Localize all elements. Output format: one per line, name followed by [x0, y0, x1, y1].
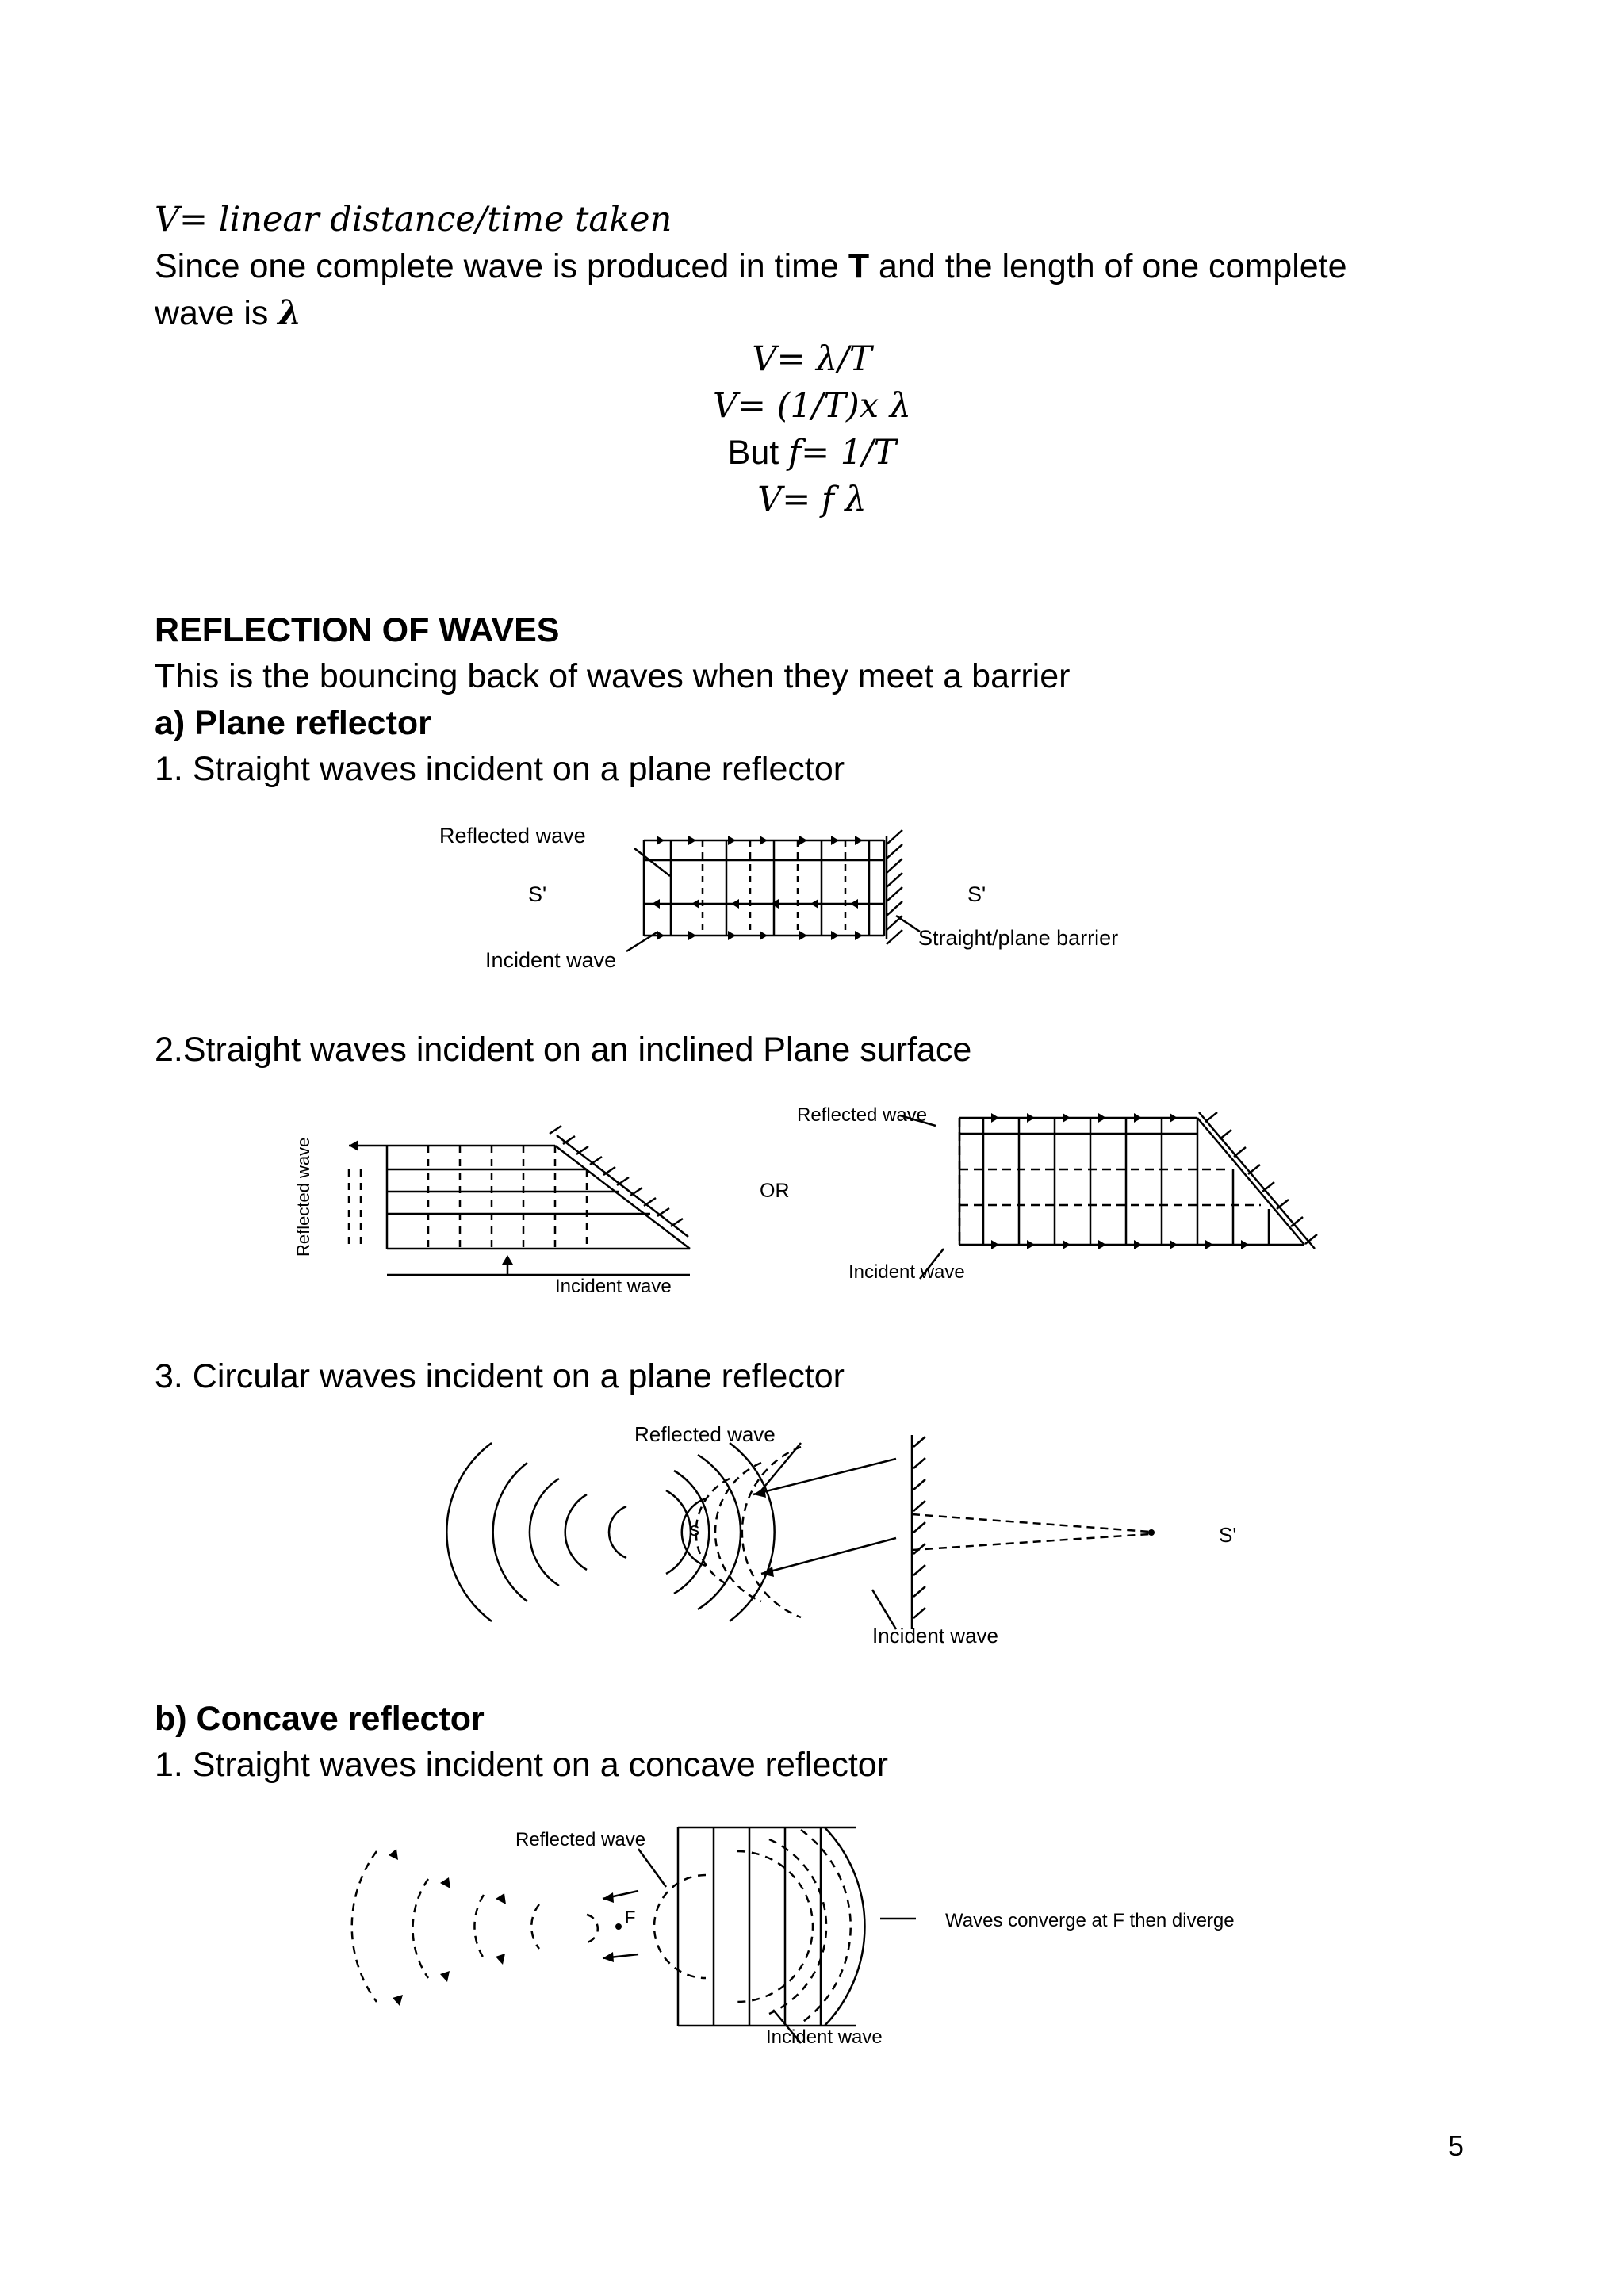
- fig1-s-prime-label: S': [967, 882, 986, 906]
- fig1-s-label: S': [528, 882, 547, 906]
- plane-reflector-heading: a) Plane reflector: [155, 704, 431, 742]
- fig1-incident-label: Incident wave: [485, 948, 617, 972]
- figure-straight-plane: [428, 821, 1221, 983]
- fig3-s-label: s: [690, 1519, 699, 1540]
- fig2-incident-right-label: Incident wave: [848, 1261, 965, 1283]
- intro-part1: Since one complete wave is produced in time: [155, 247, 848, 285]
- equation-3-but: But: [727, 434, 789, 472]
- concave-item-1: 1. Straight waves incident on a concave reflector: [155, 1746, 889, 1784]
- intro-T: T: [848, 247, 870, 285]
- fig3-incident-label: Incident wave: [872, 1624, 998, 1647]
- equation-1: V= λ/T: [752, 339, 872, 379]
- intro-line-2: [155, 293, 302, 333]
- equation-4: V= f λ: [757, 480, 867, 519]
- reflection-definition: This is the bouncing back of waves when they meet a barrier: [155, 657, 1071, 695]
- figure-circular-plane: [389, 1419, 1293, 1657]
- fig3-s-prime-label: S': [1219, 1523, 1237, 1547]
- figure-concave: [341, 1816, 1293, 2061]
- plane-item-3: 3. Circular waves incident on a plane reflector: [155, 1357, 845, 1395]
- plane-item-2: 2.Straight waves incident on an inclined Plane surface: [155, 1031, 972, 1069]
- plane-item-1: 1. Straight waves incident on a plane reflector: [155, 750, 845, 788]
- fig2-reflected-left-label: Reflected wave: [293, 1137, 313, 1257]
- concave-reflector-heading: b) Concave reflector: [155, 1700, 485, 1738]
- fig1-reflected-label: Reflected wave: [439, 824, 586, 848]
- fig2-reflected-right-label: Reflected wave: [797, 1104, 928, 1126]
- equation-2: V= (1/T)x λ: [712, 386, 911, 426]
- equation-3: [0, 433, 1624, 473]
- velocity-definition: V= linear distance/time taken: [155, 200, 672, 239]
- fig2-incident-left-label: Incident wave: [555, 1276, 672, 1297]
- fig4-f-label: F: [625, 1908, 636, 1927]
- equation-3-formula: f= 1/T: [788, 433, 897, 473]
- fig4-reflected-label: Reflected wave: [515, 1829, 646, 1850]
- figure-inclined-plane: [285, 1098, 1356, 1300]
- fig1-barrier-label: Straight/plane barrier: [918, 926, 1119, 950]
- page-number: 5: [1448, 2130, 1465, 2162]
- intro-lambda: λ: [278, 293, 302, 333]
- fig2-or-label: OR: [760, 1180, 790, 1202]
- fig3-reflected-label: Reflected wave: [634, 1422, 776, 1446]
- fig4-converge-label: Waves converge at F then diverge: [945, 1910, 1235, 1931]
- reflection-heading: REFLECTION OF WAVES: [155, 611, 560, 649]
- intro-line2: wave is: [155, 294, 278, 332]
- intro-line-1: [155, 247, 1347, 286]
- intro-part2: and the length of one complete: [869, 247, 1347, 285]
- fig4-incident-label: Incident wave: [766, 2026, 883, 2048]
